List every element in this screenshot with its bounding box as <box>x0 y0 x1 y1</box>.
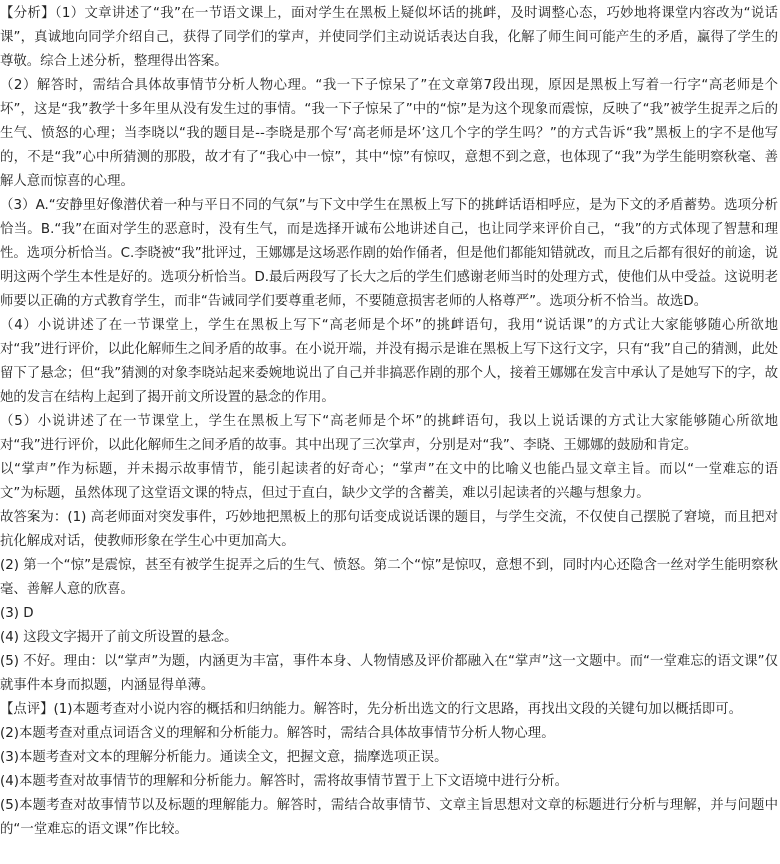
solution-document <box>0 2 778 842</box>
comment-3: (3)本题考查对文本的理解分析能力。通读全文，把握文意，揣摩选项正误。 <box>0 750 448 765</box>
answer-5: (5) 不好。理由：以“掌声”为题，内涵更为丰富，事件本身、人物情感及评价都融入在“掌声”这一文题中。而“一堂难忘的语文课”仅就事件本身而拟题，内涵显得单薄。 <box>0 654 778 693</box>
answer-4: (4) 这段文字揭开了前文所设置的悬念。 <box>0 630 238 645</box>
analysis-question-5-part-1: （5）小说讲述了在一节课堂上，学生在黑板上写下“高老师是个坏”的挑衅语句，我以上说话课的方式让大家能够随心所欲地对“我”进行评价，以此化解师生之间矛盾的故事。其中出现了三次掌声，分别是对“我”、李晓、王娜娜的鼓励和肯定。 <box>0 414 778 453</box>
analysis-question-3: （3）A.“安静里好像潜伏着一种与平日不同的气氛”与下文中学生在黑板上写下的挑衅话语相呼应，是为下文的矛盾蓄势。选项分析恰当。B.“我”在面对学生的恶意时，没有生气，而是选择开诚布公地讲述自己，也让同学来评价自己，“我”的方式体现了智慧和理性。选项分析恰当。C.李晓被“我”批评过，王娜娜是这场恶作剧的始作俑者，但是他们都能知错就改，而且之后都有很好的前途，说明这两个学生本性是好的。选项分析恰当。D.最后两段写了长大之后的学生们感谢老师当时的处理方式，使他们从中受益。这说明老师要以正确的方式教育学生，而非“告诫同学们要尊重老师，不要随意损害老师的人格尊严”。选项分析不恰当。故选D。 <box>0 198 778 309</box>
comment-5: (5)本题考查对故事情节以及标题的理解能力。解答时，需结合故事情节、文章主旨思想对文章的标题进行分析与理解，并与问题中的“一堂难忘的语文课”作比较。 <box>0 798 778 837</box>
comment-1: 【点评】(1)本题考查对小说内容的概括和归纳能力。解答时，先分析出选文的行文思路，再找出文段的关键句加以概括即可。 <box>0 702 743 717</box>
answer-2: (2) 第一个“惊”是震惊，甚至有被学生捉弄之后的生气、愤怒。第二个“惊”是惊叹，意想不到，同时内心还隐含一丝对学生能明察秋毫、善解人意的欣喜。 <box>0 558 778 597</box>
analysis-intro: 【分析】（1）文章讲述了“我”在一节语文课上，面对学生在黑板上疑似坏话的挑衅，及时调整心态，巧妙地将课堂内容改为“说话课”，真诚地向同学介绍自己，获得了同学们的掌声，并使同学们主动说话表达自我，化解了师生间可能产生的矛盾，赢得了学生的尊敬。综合上述分析，整理得出答案。 <box>0 6 778 69</box>
analysis-question-2: （2）解答时，需结合具体故事情节分析人物心理。“我一下子惊呆了”在文章第7段出现，原因是黑板上写着一行字“高老师是个坏”，这是“我”教学十多年里从没有发生过的事情。“我一下子惊呆了”中的“惊”是为这个现象而震惊，反映了“我”被学生捉弄之后的生气、愤怒的心理；当李晓以“我的题目是--李晓是那个写‘高老师是坏’这几个字的学生吗？”的方式告诉“我”黑板上的字不是他写的，不是“我”心中所猜测的那股，故才有了“我心中一惊”，其中“惊”有惊叹，意想不到之意，也体现了“我”为学生能明察秋毫、善解人意而惊喜的心理。 <box>0 78 778 189</box>
comment-2: (2)本题考查对重点词语含义的理解和分析能力。解答时，需结合具体故事情节分析人物心理。 <box>0 726 555 741</box>
analysis-question-5-part-2: 以“掌声”作为标题，并未揭示故事情节，能引起读者的好奇心；“掌声”在文中的比喻义也能凸显文章主旨。而以“一堂难忘的语文”为标题，虽然体现了这堂语文课的特点，但过于直白，缺少文学的含蓄美，难以引起读者的兴趣与想象力。 <box>0 462 778 501</box>
analysis-question-4: （4）小说讲述了在一节课堂上，学生在黑板上写下“高老师是个坏”的挑衅语句，我用“说话课”的方式让大家能够随心所欲地对“我”进行评价，以此化解师生之间矛盾的故事。在小说开端，并没有揭示是谁在黑板上写下这行文字，只有“我”自己的猜测，此处留下了悬念；但“我”猜测的对象李晓站起来委婉地说出了自己并非搞恶作剧的那个人，接着王娜娜在发言中承认了是她写下的字，故她的发言在结构上起到了揭开前文所设置的悬念的作用。 <box>0 318 778 405</box>
comment-4: (4)本题考查对故事情节的理解和分析能力。解答时，需将故事情节置于上下文语境中进行分析。 <box>0 774 568 789</box>
answer-1: 故答案为：(1) 高老师面对突发事件，巧妙地把黑板上的那句话变成说话课的题目，与学生交流，不仅使自己摆脱了窘境，而且把对抗化解成对话，使教师形象在学生心中更加高大。 <box>0 510 778 549</box>
answer-3: (3) D <box>0 606 34 621</box>
